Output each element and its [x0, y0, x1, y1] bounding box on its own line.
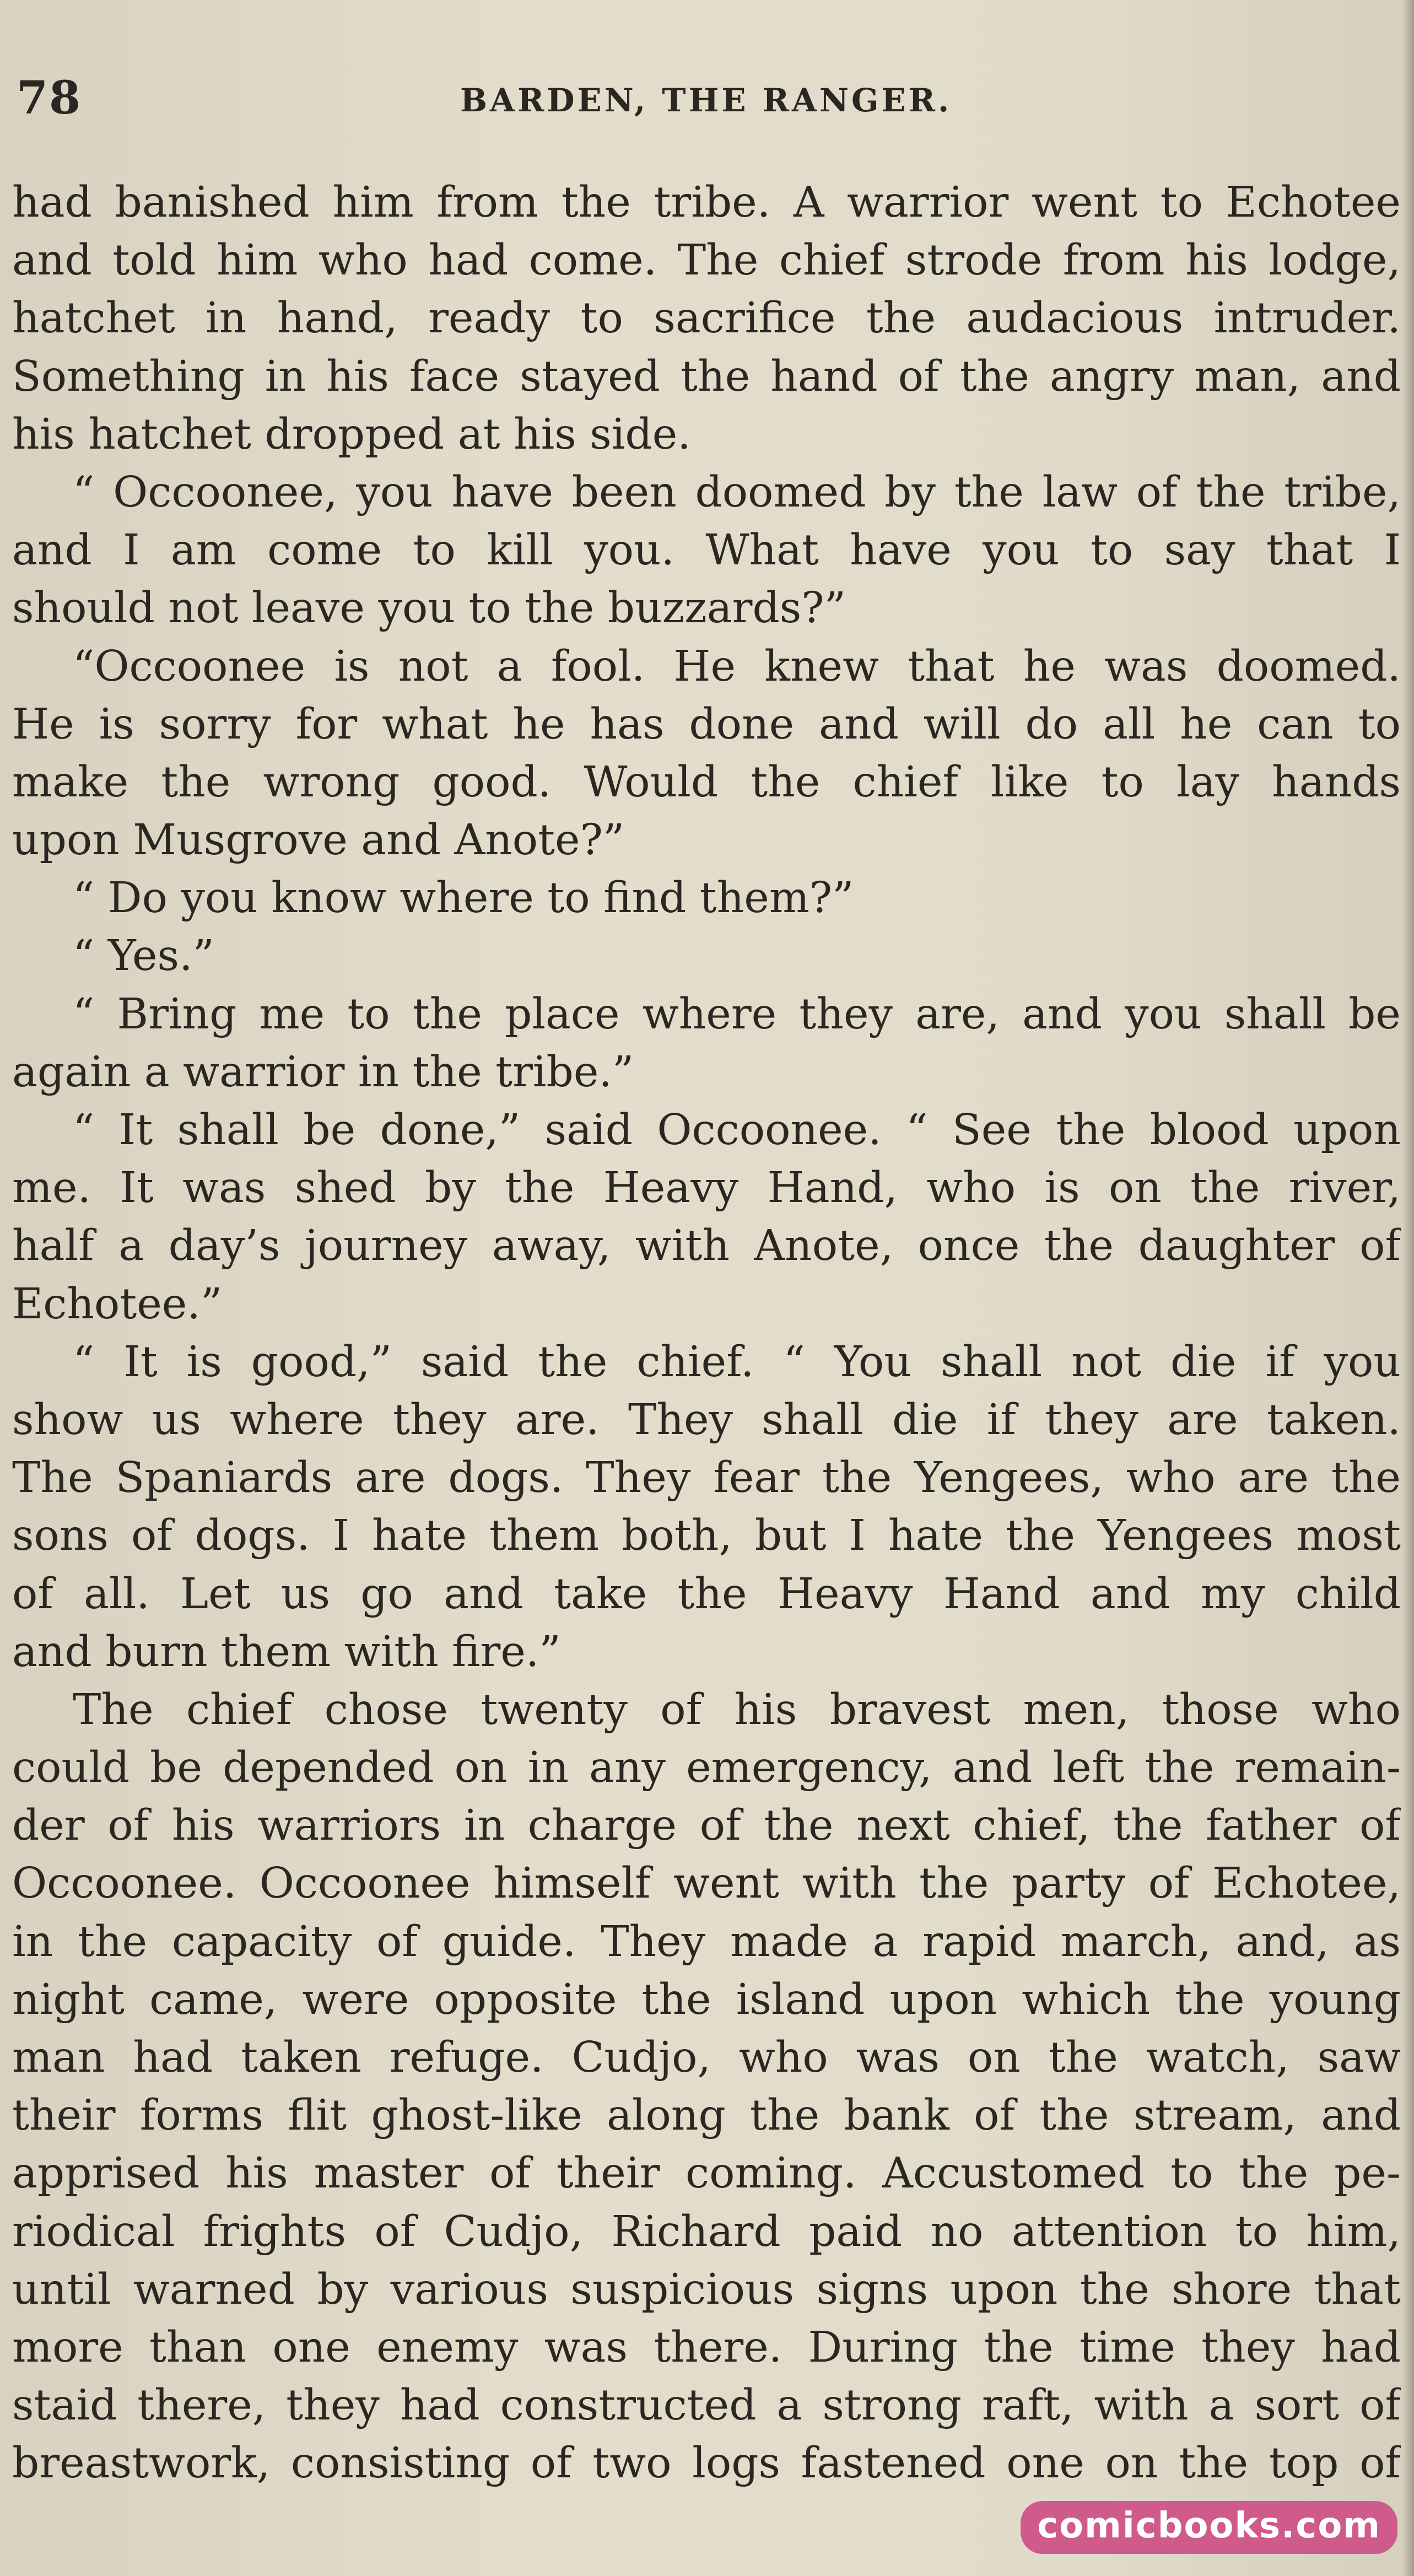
text-line: “Occoonee is not a fool. He knew that he was doomed.	[73, 642, 1401, 691]
text-line: should not leave you to the buzzards?”	[12, 584, 846, 633]
text-line: night came, were opposite the island upon which the young	[12, 1975, 1401, 2024]
text-line: The chief chose twenty of his bravest men, those who	[73, 1685, 1401, 1734]
text-line: had banished him from the tribe. A warrior went to Echotee	[12, 178, 1401, 227]
text-line: and told him who had come. The chief strode from his lodge,	[12, 236, 1401, 285]
text-line: hatchet in hand, ready to sacrifice the audacious intruder.	[12, 294, 1401, 343]
text-line: half a day’s journey away, with Anote, once the daughter of	[12, 1221, 1401, 1271]
text-line: sons of dogs. I hate them both, but I hate the Yengees most	[12, 1511, 1401, 1561]
text-line: “ It is good,” said the chief. “ You shall not die if you	[73, 1337, 1401, 1387]
text-line: “ Yes.”	[73, 931, 214, 981]
text-line: and burn them with fire.”	[12, 1627, 561, 1677]
text-line: of all. Let us go and take the Heavy Hand and my child	[12, 1569, 1401, 1619]
page-edge-shadow	[1403, 0, 1414, 2576]
text-line: in the capacity of guide. They made a rapid march, and, as	[12, 1917, 1401, 1966]
text-line: more than one enemy was there. During the time they had	[12, 2322, 1401, 2372]
text-line: Echotee.”	[12, 1279, 223, 1329]
text-line: make the wrong good. Would the chief like to lay hands	[12, 757, 1401, 807]
text-line: their forms flit ghost-like along the bank of the stream, and	[12, 2091, 1401, 2141]
watermark-badge: comicbooks.com	[1021, 2501, 1397, 2554]
page-number: 78	[17, 72, 82, 125]
text-line: could be depended on in any emergency, and left the remain-	[12, 1743, 1401, 1793]
text-line: “ Bring me to the place where they are, and you shall be	[73, 989, 1401, 1039]
text-line: He is sorry for what he has done and will do all he can to	[12, 699, 1401, 749]
text-line: apprised his master of their coming. Accustomed to the pe-	[12, 2149, 1401, 2198]
text-line: “ Do you know where to find them?”	[73, 874, 854, 923]
text-line: show us where they are. They shall die if they are taken.	[12, 1395, 1401, 1445]
text-line: until warned by various suspicious signs upon the shore that	[12, 2265, 1401, 2314]
text-line: man had taken refuge. Cudjo, who was on the watch, saw	[12, 2033, 1401, 2082]
body-text	[12, 174, 1401, 2493]
page-header	[17, 72, 1394, 132]
running-title: BARDEN, THE RANGER.	[460, 82, 952, 119]
text-line: upon Musgrove and Anote?”	[12, 816, 625, 865]
text-line: Something in his face stayed the hand of the angry man, and	[12, 352, 1401, 401]
text-line: breastwork, consisting of two logs fastened one on the top of	[12, 2439, 1401, 2488]
text-line: staid there, they had constructed a strong raft, with a sort of	[12, 2381, 1401, 2431]
text-line: Occoonee. Occoonee himself went with the party of Echotee,	[12, 1859, 1401, 1909]
text-line: riodical frights of Cudjo, Richard paid no attention to him,	[12, 2207, 1401, 2256]
text-line: der of his warriors in charge of the next chief, the father of	[12, 1801, 1401, 1851]
text-line: “ It shall be done,” said Occoonee. “ See the blood upon	[73, 1106, 1401, 1155]
text-line: and I am come to kill you. What have you to say that I	[12, 526, 1401, 575]
text-line: again a warrior in the tribe.”	[12, 1047, 634, 1097]
text-line: his hatchet dropped at his side.	[12, 409, 691, 459]
text-line: me. It was shed by the Heavy Hand, who is on the river,	[12, 1163, 1401, 1213]
text-line: The Spaniards are dogs. They fear the Yengees, who are the	[12, 1453, 1401, 1503]
text-line: “ Occoonee, you have been doomed by the law of the tribe,	[73, 467, 1401, 517]
